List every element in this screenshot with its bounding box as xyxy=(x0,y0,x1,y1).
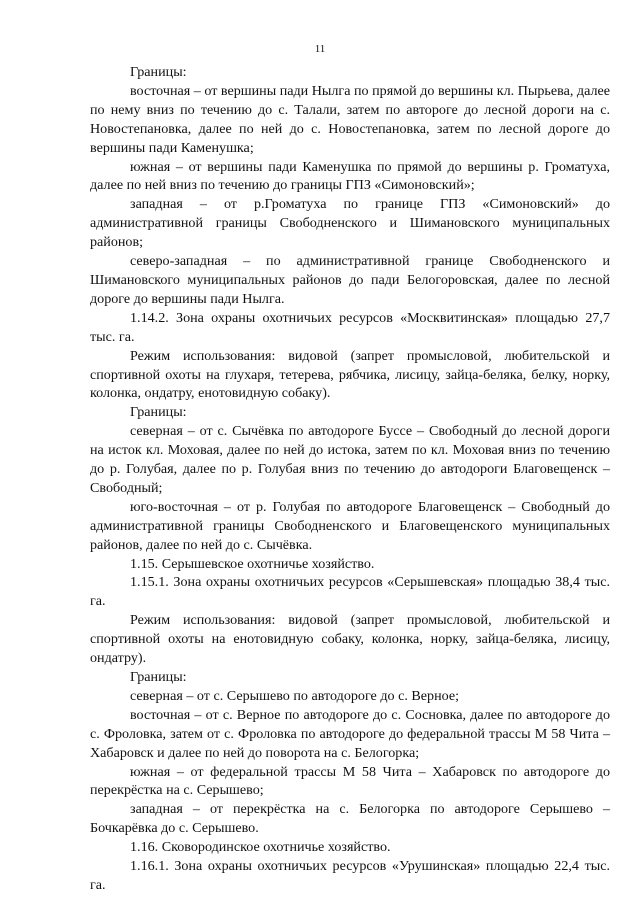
section-1-15: 1.15. Серышевское охотничье хозяйство. xyxy=(130,555,375,572)
boundary-northwest: северо-западная – по административной границе Свободненского и Шимановского муниципальных районов до пади Белогоровская, далее по лесной дороге до вершины пади Нылга. xyxy=(90,253,610,307)
boundary-west: западная – от р.Громатуха по границе ГПЗ «Симоновский» до административной границы Свободненского и Шимановского муниципальных районов; xyxy=(90,196,610,251)
boundary-south: южная – от федеральной трассы М 58 Чита – Хабаровск по автодороге до перекрёстка на с. Серышево; xyxy=(90,763,610,799)
document-body xyxy=(90,63,610,895)
section-1-16-1: 1.16.1. Зона охраны охотничьих ресурсов «Урушинская» площадью 22,4 тыс. га. xyxy=(90,858,610,893)
boundary-east: восточная – от с. Верное по автодороге до с. Сосновка, далее по автодороге до с. Фроловка, затем от с. Фроловка по автодороге до федеральной трассы М 58 Чита – Хабаровск и далее по ней до поворота на с. Белогорка; xyxy=(90,706,610,761)
section-1-16: 1.16. Сковородинское охотничье хозяйство. xyxy=(130,839,391,856)
boundary-west: западная – от перекрёстка на с. Белогорка по автодороге Серышево – Бочкарёвка до с. Серышево. xyxy=(90,801,610,837)
page-number: 11 xyxy=(314,43,326,55)
section-1-14-2: 1.14.2. Зона охраны охотничьих ресурсов «Москвитинская» площадью 27,7 тыс. га. xyxy=(90,309,610,345)
boundary-east: восточная – от вершины пади Нылга по прямой до вершины кл. Пырьева, далее по нему вниз по течению до с. Талали, затем по автороге до лесной дороги на с. Новостепановка, далее по ней до с. Новостепановка, затем по лесной дороге до вершины пади Каменушка; xyxy=(90,82,610,156)
usage-regime: Режим использования: видовой (запрет промысловой, любительской и спортивной охоты на енотовидную собаку, колонка, норку, зайца-беляка, лисицу, ондатру). xyxy=(90,612,610,667)
boundary-southeast: юго-восточная – от р. Голубая по автодороге Благовещенск – Свободный до административной границы Свободненского и Благовещенского муниципальных районов, далее по ней до с. Сычёвка. xyxy=(90,498,610,553)
boundaries-heading: Границы: xyxy=(130,669,187,685)
section-1-15-1: 1.15.1. Зона охраны охотничьих ресурсов «Серышевская» площадью 38,4 тыс. га. xyxy=(90,574,610,610)
boundary-north: северная – от с. Серышево по автодороге до с. Верное; xyxy=(130,687,460,704)
usage-regime: Режим использования: видовой (запрет промысловой, любительской и спортивной охоты на глухаря, тетерева, рябчика, лисицу, зайца-беляка, белку, норку, колонка, ондатру, енотовидную собаку). xyxy=(90,347,610,402)
boundary-south: южная – от вершины пади Каменушка по прямой до вершины р. Громатуха, далее по ней вниз по течению до границы ГПЗ «Симоновский»; xyxy=(90,158,610,194)
boundary-north: северная – от с. Сычёвка по автодороге Буссе – Свободный до лесной дороги на исток кл. Моховая, далее по ней до истока, затем по кл. Моховая вниз по течению до р. Голубая, далее по р. Голубая вниз по течению до автодороги Благовещенск – Свободный; xyxy=(90,423,610,496)
boundaries-heading: Границы: xyxy=(130,64,187,80)
boundaries-heading: Границы: xyxy=(130,404,187,421)
